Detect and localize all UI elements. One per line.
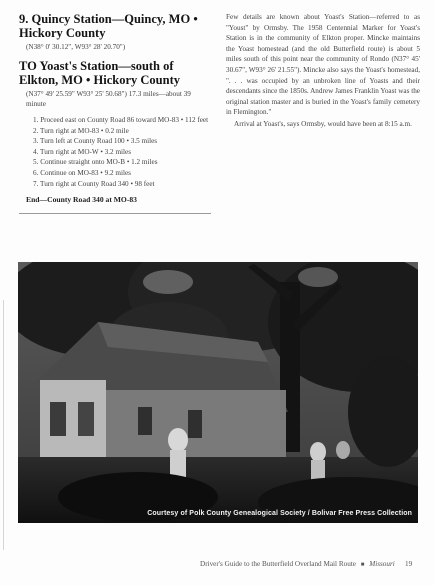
driving-directions-list [19,115,212,189]
route-heading-yoasts: TO Yoast's Station—south of Elkton, MO • Hickory County [19,59,180,87]
left-column [19,12,212,204]
direction-step: 1. Proceed east on County Road 86 toward MO-83 • 112 feet [33,116,209,124]
direction-step: 5. Continue straight onto MO-B • 1.2 miles [33,158,158,167]
direction-step: 2. Turn right at MO-83 • 0.2 mile [33,126,129,135]
yoasts-coordinates-distance: (N37° 49' 25.59" W93° 25' 50.68") 17.3 miles—about 39 minute [26,90,191,108]
yoast-station-paragraph: Few details are known about Yoast's Station—referred to as "Youst" by Ormsby. The 1958 Centennial Marker for Yoast's Station is in the community of Elkton proper. Mincke maintains the Yoast homestead (and the old Butterfield route) is about 5 miles south of this point near the community of Rondo (N37° 45' 30.67", W93° 26' 21.55"). Mincke also says the Yoast's homestead, ". . . was occupied by an unbroken line of Yoasts and their descendants since the 1850s. Andrew James Franklin Yoast was the original station master and is buried in the Yoast's family cemetery in Flemington." [226,13,420,117]
page-number: 19 [405,560,413,568]
direction-step: 6. Continue on MO-83 • 9.2 miles [33,168,131,177]
footer-separator: ■ [360,562,365,568]
direction-step: 4. Turn right at MO-W • 3.2 miles [33,147,132,156]
book-title: Driver's Guide to the Butterfield Overland Mail Route [200,560,356,568]
route-end: End—County Road 340 at MO-83 [26,195,137,205]
footer-state: Missouri [369,560,395,568]
direction-step: 7. Turn right at County Road 340 • 98 feet [33,179,155,188]
arrival-paragraph: Arrival at Yoast's, says Ormsby, would have been at 8:15 a.m. [234,119,412,128]
quincy-coordinates: (N38° 0' 30.12", W93° 28' 20.70") [26,43,126,51]
page-edge-line [3,300,4,550]
historic-homestead-photo [18,262,418,523]
station-heading-quincy: 9. Quincy Station—Quincy, MO • Hickory County [19,12,198,40]
homestead-photo-illustration [18,262,418,523]
footer-running-title [200,560,395,568]
photo-credit: Courtesy of Polk County Genealogical Society / Bolivar Free Press Collection [147,510,412,517]
right-column [226,12,420,130]
section-divider [19,213,211,214]
direction-step: 3. Turn left at County Road 100 • 3.5 miles [33,137,158,146]
